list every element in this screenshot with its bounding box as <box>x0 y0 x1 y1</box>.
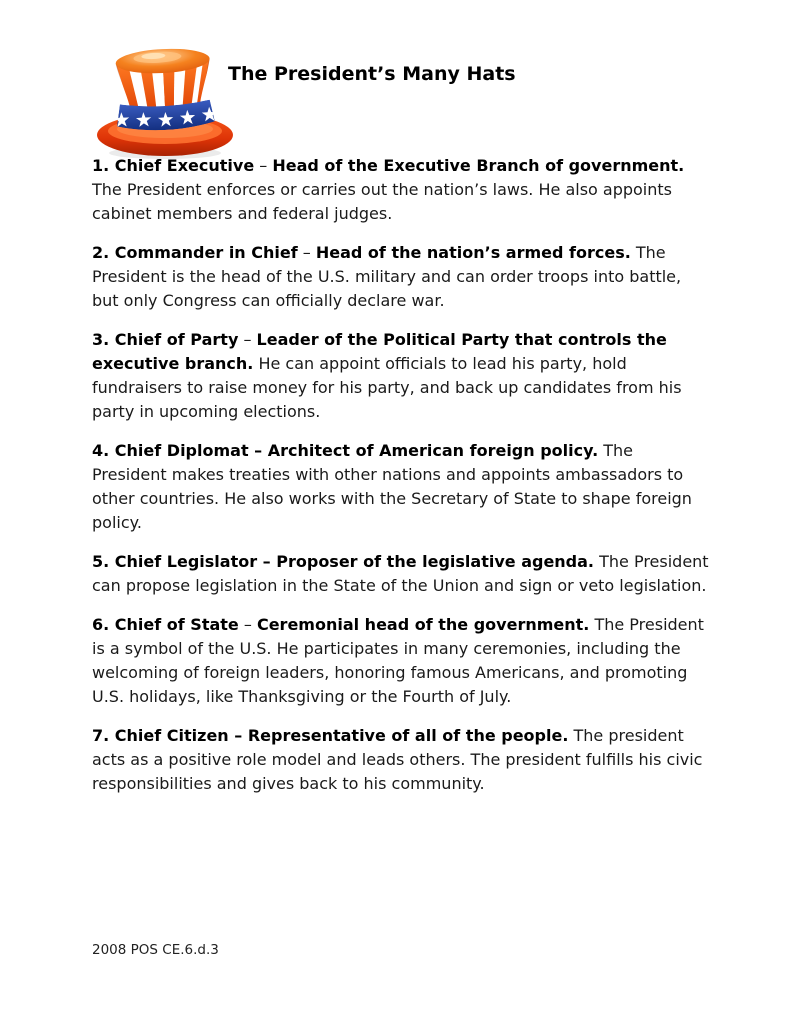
section-1-body: The President enforces or carries out the nation’s laws. He also appoints cabinet members and federal judges. <box>92 180 672 223</box>
section-5-heading-end: Proposer of the legislative agenda. <box>276 552 595 571</box>
dash-separator: – <box>238 330 257 349</box>
section-4-heading-end: Architect of American foreign policy. <box>267 441 599 460</box>
document-body <box>92 154 712 811</box>
dash-separator: – <box>238 615 257 634</box>
uncle-sam-top-hat-icon <box>94 46 236 160</box>
dash-separator: – <box>297 243 316 262</box>
section-5-heading-start: 5. Chief Legislator <box>92 552 258 571</box>
section-2-heading-start: 2. Commander in Chief <box>92 243 298 262</box>
section-4-heading-start: 4. Chief Diplomat <box>92 441 249 460</box>
page-title: The President’s Many Hats <box>228 63 516 85</box>
section-chief-of-state <box>92 613 712 709</box>
dash-separator: – <box>254 156 273 175</box>
section-6-heading-start: 6. Chief of State <box>92 615 239 634</box>
section-2-heading-end: Head of the nation’s armed forces. <box>315 243 631 262</box>
section-chief-of-party <box>92 328 712 424</box>
section-3-body: He can appoint officials to lead his party, hold fundraisers to raise money for his party, and back up candidates from his party in upcoming elections. <box>92 354 682 421</box>
section-7-heading-start: 7. Chief Citizen <box>92 726 229 745</box>
section-1-heading-start: 1. Chief Executive <box>92 156 255 175</box>
section-chief-legislator <box>92 550 712 598</box>
uncle-sam-top-hat-graphic <box>94 46 236 160</box>
section-1-heading-end: Head of the Executive Branch of government. <box>272 156 685 175</box>
footer-document-code: 2008 POS CE.6.d.3 <box>92 942 219 958</box>
section-2-body: The President is the head of the U.S. military and can order troops into battle, but only Congress can officially declare war. <box>92 243 682 310</box>
section-7-body: The president acts as a positive role model and leads others. The president fulfills his civic responsibilities and gives back to his community. <box>92 726 703 793</box>
section-3-heading-end: Leader of the Political Party that controls the executive branch. <box>92 330 667 373</box>
section-chief-citizen <box>92 724 712 796</box>
section-6-heading-end: Ceremonial head of the government. <box>256 615 590 634</box>
dash-separator: – <box>228 726 248 745</box>
section-commander-in-chief <box>92 241 712 313</box>
section-6-body: The President is a symbol of the U.S. He participates in many ceremonies, including the welcoming of foreign leaders, honoring famous Americans, and promoting U.S. holidays, like Thanksgiving or the Fourth of July. <box>92 615 704 706</box>
dash-separator: – <box>248 441 268 460</box>
section-chief-executive <box>92 154 712 226</box>
section-5-body: The President can propose legislation in the State of the Union and sign or veto legislation. <box>92 552 709 595</box>
dash-separator: – <box>257 552 277 571</box>
section-7-heading-end: Representative of all of the people. <box>247 726 569 745</box>
section-4-body: The President makes treaties with other nations and appoints ambassadors to other countries. He also works with the Secretary of State to shape foreign policy. <box>92 441 692 532</box>
section-chief-diplomat <box>92 439 712 535</box>
section-3-heading-start: 3. Chief of Party <box>92 330 239 349</box>
